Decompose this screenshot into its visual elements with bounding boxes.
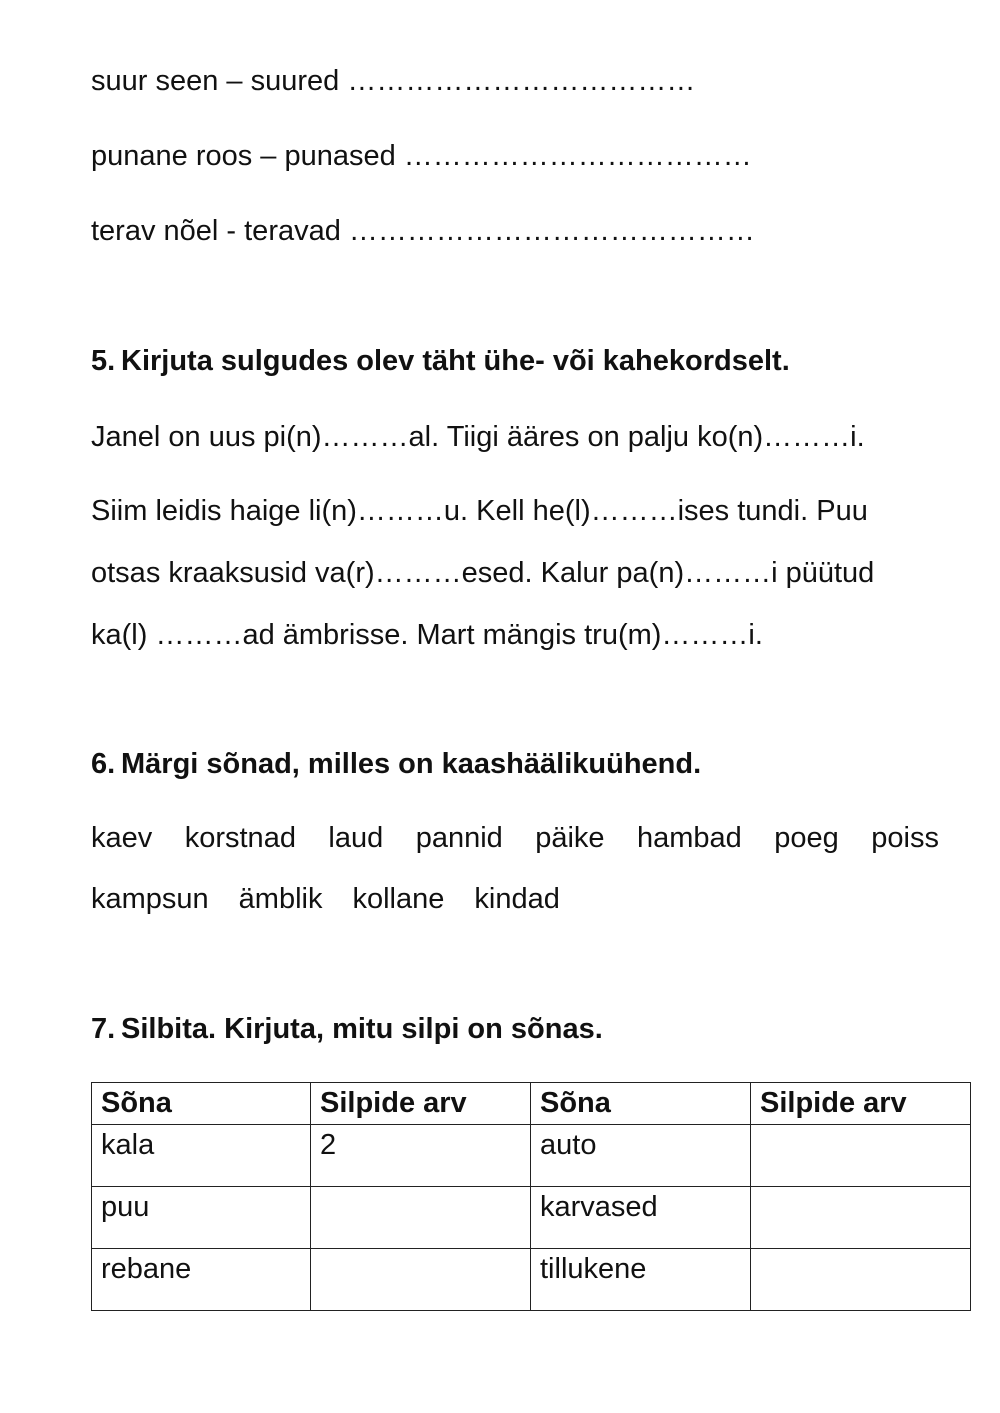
- table-row: [92, 1249, 971, 1311]
- word-item[interactable]: kollane: [352, 883, 445, 915]
- section-7-title: Silbita. Kirjuta, mitu silpi on sõnas.: [121, 1013, 603, 1045]
- word-item[interactable]: poiss: [871, 822, 939, 854]
- word-item[interactable]: poeg: [774, 822, 839, 854]
- word-cell: tillukene: [531, 1249, 751, 1311]
- syllable-count-cell[interactable]: [751, 1187, 971, 1249]
- word-item[interactable]: laud: [328, 822, 384, 854]
- fill-in-sentence-line: Janel on uus pi(n)………al. Tiigi ääres on palju ko(n)………i.: [91, 421, 865, 453]
- word-item[interactable]: ämblik: [238, 883, 323, 915]
- syllable-count-cell[interactable]: [751, 1125, 971, 1187]
- syllable-count-cell[interactable]: [311, 1187, 531, 1249]
- section-6-number: 6.: [91, 748, 116, 780]
- word-item[interactable]: kindad: [474, 883, 560, 915]
- column-header: Silpide arv: [751, 1083, 971, 1125]
- word-list-row-2: [91, 882, 560, 916]
- plural-exercise-line: terav nõel - teravad ……………………………………: [91, 215, 755, 247]
- plural-exercise-line: punane roos – punased ………………………………: [91, 140, 752, 172]
- section-7-heading: [91, 1012, 603, 1046]
- word-item[interactable]: kaev: [91, 822, 153, 854]
- plural-exercise-line: suur seen – suured ………………………………: [91, 65, 696, 97]
- fill-in-sentence-line: otsas kraaksusid va(r)………esed. Kalur pa(n)………i püütud: [91, 557, 875, 589]
- column-header: Silpide arv: [311, 1083, 531, 1125]
- section-7-number: 7.: [91, 1013, 116, 1045]
- fill-in-sentence-line: Siim leidis haige li(n)………u. Kell he(l)………ises tundi. Puu: [91, 495, 868, 527]
- word-cell: rebane: [92, 1249, 311, 1311]
- word-item[interactable]: pannid: [415, 822, 503, 854]
- word-item[interactable]: päike: [535, 822, 605, 854]
- syllable-count-cell[interactable]: 2: [311, 1125, 531, 1187]
- section-5-heading: [91, 344, 790, 378]
- word-cell: karvased: [531, 1187, 751, 1249]
- section-5-number: 5.: [91, 345, 116, 377]
- fill-in-sentence-line: ka(l) ………ad ämbrisse. Mart mängis tru(m)………i.: [91, 619, 763, 651]
- section-5-title: Kirjuta sulgudes olev täht ühe- või kahekordselt.: [121, 345, 790, 377]
- column-header: Sõna: [531, 1083, 751, 1125]
- word-cell: auto: [531, 1125, 751, 1187]
- table-row: [92, 1187, 971, 1249]
- section-6-title: Märgi sõnad, milles on kaashäälikuühend.: [121, 748, 702, 780]
- syllable-count-cell[interactable]: [751, 1249, 971, 1311]
- section-6-heading: [91, 747, 701, 781]
- word-cell: puu: [92, 1187, 311, 1249]
- word-item[interactable]: hambad: [637, 822, 742, 854]
- syllable-table: [91, 1082, 971, 1311]
- table-row: [92, 1125, 971, 1187]
- syllable-count-cell[interactable]: [311, 1249, 531, 1311]
- word-item[interactable]: kampsun: [91, 883, 209, 915]
- word-list-row-1: [91, 821, 939, 855]
- word-item[interactable]: korstnad: [184, 822, 296, 854]
- column-header: Sõna: [92, 1083, 311, 1125]
- word-cell: kala: [92, 1125, 311, 1187]
- table-header-row: [92, 1083, 971, 1125]
